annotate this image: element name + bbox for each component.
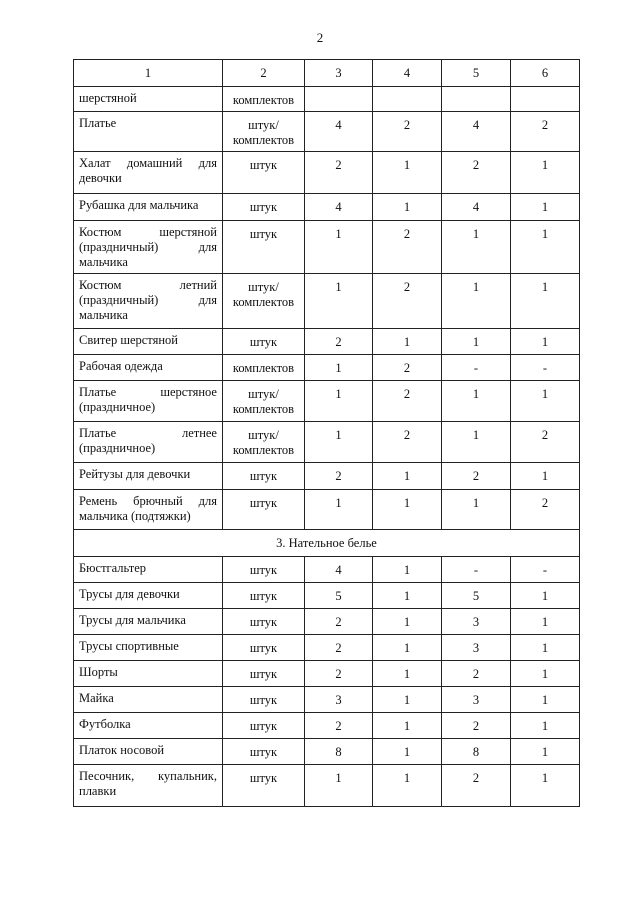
col4-value: 1	[373, 609, 442, 635]
item-name: Платье летнее (праздничное)	[74, 422, 223, 463]
col4-value: 1	[373, 194, 442, 221]
col4-value: 2	[373, 422, 442, 463]
item-name: Рейтузы для девочки	[74, 463, 223, 490]
item-name: Трусы для мальчика	[74, 609, 223, 635]
item-unit: штук	[223, 739, 305, 765]
col6-value: 1	[511, 635, 580, 661]
col4-value: 1	[373, 713, 442, 739]
header-cell: 1	[74, 60, 223, 87]
col4-value: 1	[373, 635, 442, 661]
col6-value: 1	[511, 765, 580, 807]
item-name: Халат домашний для девочки	[74, 152, 223, 194]
col6-value: -	[511, 355, 580, 381]
clothing-norms-table	[73, 59, 580, 807]
table-row	[74, 274, 580, 329]
col3-value: 3	[305, 687, 373, 713]
col4-value: 2	[373, 381, 442, 422]
table-row	[74, 739, 580, 765]
col5-value: 4	[442, 194, 511, 221]
col4-value: 1	[373, 739, 442, 765]
item-unit: штук/ комплектов	[223, 381, 305, 422]
item-name: Трусы для девочки	[74, 583, 223, 609]
col6-value: 2	[511, 422, 580, 463]
item-name: Костюм летний (праздничный) для мальчика	[74, 274, 223, 329]
col6-value: 1	[511, 152, 580, 194]
table-row	[74, 609, 580, 635]
item-name: Бюстгальтер	[74, 557, 223, 583]
table-row	[74, 583, 580, 609]
item-name: Шорты	[74, 661, 223, 687]
header-cell: 5	[442, 60, 511, 87]
table-row	[74, 152, 580, 194]
col3-value: 1	[305, 490, 373, 530]
item-unit: штук	[223, 152, 305, 194]
table-row	[74, 713, 580, 739]
col6-value: 1	[511, 194, 580, 221]
col6-value: 1	[511, 381, 580, 422]
header-cell: 2	[223, 60, 305, 87]
col3-value	[305, 87, 373, 112]
col3-value: 2	[305, 713, 373, 739]
col5-value: 1	[442, 490, 511, 530]
item-unit: штук	[223, 194, 305, 221]
col3-value: 1	[305, 355, 373, 381]
col4-value: 1	[373, 329, 442, 355]
col5-value: 8	[442, 739, 511, 765]
item-unit: штук/ комплектов	[223, 274, 305, 329]
table-row	[74, 87, 580, 112]
col5-value: -	[442, 557, 511, 583]
col5-value: 5	[442, 583, 511, 609]
col3-value: 5	[305, 583, 373, 609]
col6-value: 2	[511, 112, 580, 152]
col4-value: 1	[373, 687, 442, 713]
col3-value: 1	[305, 274, 373, 329]
item-unit: штук	[223, 583, 305, 609]
col6-value: 2	[511, 490, 580, 530]
col4-value: 1	[373, 463, 442, 490]
table-row	[74, 765, 580, 807]
col3-value: 2	[305, 152, 373, 194]
header-cell: 3	[305, 60, 373, 87]
col5-value: 1	[442, 274, 511, 329]
col5-value: 2	[442, 152, 511, 194]
col6-value: 1	[511, 274, 580, 329]
col6-value: 1	[511, 329, 580, 355]
col4-value: 1	[373, 661, 442, 687]
table-row	[74, 557, 580, 583]
table-row	[74, 687, 580, 713]
col3-value: 2	[305, 609, 373, 635]
col4-value	[373, 87, 442, 112]
col5-value: 2	[442, 463, 511, 490]
col5-value: 3	[442, 609, 511, 635]
col3-value: 1	[305, 381, 373, 422]
col4-value: 1	[373, 152, 442, 194]
table-row	[74, 112, 580, 152]
col6-value: 1	[511, 687, 580, 713]
item-name: Рабочая одежда	[74, 355, 223, 381]
col3-value: 2	[305, 661, 373, 687]
col6-value: 1	[511, 713, 580, 739]
col5-value: 1	[442, 422, 511, 463]
col3-value: 1	[305, 221, 373, 274]
col4-value: 2	[373, 221, 442, 274]
col3-value: 1	[305, 765, 373, 807]
table-row	[74, 355, 580, 381]
table-row	[74, 635, 580, 661]
table-row	[74, 194, 580, 221]
col6-value: 1	[511, 739, 580, 765]
col4-value: 1	[373, 490, 442, 530]
col3-value: 2	[305, 635, 373, 661]
item-name: Платье шерстяное (праздничное)	[74, 381, 223, 422]
col5-value: 1	[442, 329, 511, 355]
col5-value: 2	[442, 765, 511, 807]
col5-value: 3	[442, 687, 511, 713]
item-name: Платье	[74, 112, 223, 152]
item-unit: штук	[223, 557, 305, 583]
table-row	[74, 422, 580, 463]
item-unit: комплектов	[223, 87, 305, 112]
item-name: Футболка	[74, 713, 223, 739]
item-name: Костюм шерстяной (праздничный) для мальчика	[74, 221, 223, 274]
col4-value: 1	[373, 765, 442, 807]
page-number: 2	[316, 30, 324, 45]
item-name: Ремень брючный для мальчика (подтяжки)	[74, 490, 223, 530]
col4-value: 1	[373, 583, 442, 609]
col3-value: 4	[305, 112, 373, 152]
col5-value: 3	[442, 635, 511, 661]
item-unit: штук/ комплектов	[223, 422, 305, 463]
item-unit: штук	[223, 609, 305, 635]
item-name: шерстяной	[74, 87, 223, 112]
item-unit: штук/ комплектов	[223, 112, 305, 152]
col4-value: 2	[373, 355, 442, 381]
item-unit: штук	[223, 713, 305, 739]
col5-value: 2	[442, 661, 511, 687]
item-unit: штук	[223, 687, 305, 713]
section-row	[74, 530, 580, 557]
col4-value: 1	[373, 557, 442, 583]
header-row	[74, 60, 580, 87]
item-name: Майка	[74, 687, 223, 713]
item-unit: штук	[223, 635, 305, 661]
item-unit: штук	[223, 329, 305, 355]
table-row	[74, 221, 580, 274]
section-title: 3. Нательное белье	[74, 530, 580, 557]
table-row	[74, 661, 580, 687]
col6-value: -	[511, 557, 580, 583]
table-row	[74, 490, 580, 530]
col3-value: 4	[305, 194, 373, 221]
col5-value: 2	[442, 713, 511, 739]
header-cell: 6	[511, 60, 580, 87]
col5-value: 4	[442, 112, 511, 152]
col3-value: 1	[305, 422, 373, 463]
item-unit: комплектов	[223, 355, 305, 381]
col4-value: 2	[373, 274, 442, 329]
col6-value	[511, 87, 580, 112]
col5-value: 1	[442, 381, 511, 422]
col6-value: 1	[511, 463, 580, 490]
item-unit: штук	[223, 463, 305, 490]
item-name: Песочник, купальник, плавки	[74, 765, 223, 807]
item-name: Свитер шерстяной	[74, 329, 223, 355]
col6-value: 1	[511, 609, 580, 635]
item-unit: штук	[223, 765, 305, 807]
col3-value: 8	[305, 739, 373, 765]
header-cell: 4	[373, 60, 442, 87]
col6-value: 1	[511, 661, 580, 687]
col5-value: -	[442, 355, 511, 381]
item-name: Рубашка для мальчика	[74, 194, 223, 221]
table-row	[74, 329, 580, 355]
item-unit: штук	[223, 490, 305, 530]
col6-value: 1	[511, 583, 580, 609]
table-row	[74, 381, 580, 422]
col5-value	[442, 87, 511, 112]
table-row	[74, 463, 580, 490]
col3-value: 4	[305, 557, 373, 583]
item-name: Платок носовой	[74, 739, 223, 765]
col4-value: 2	[373, 112, 442, 152]
item-unit: штук	[223, 221, 305, 274]
col3-value: 2	[305, 463, 373, 490]
col5-value: 1	[442, 221, 511, 274]
col3-value: 2	[305, 329, 373, 355]
col6-value: 1	[511, 221, 580, 274]
item-name: Трусы спортивные	[74, 635, 223, 661]
item-unit: штук	[223, 661, 305, 687]
